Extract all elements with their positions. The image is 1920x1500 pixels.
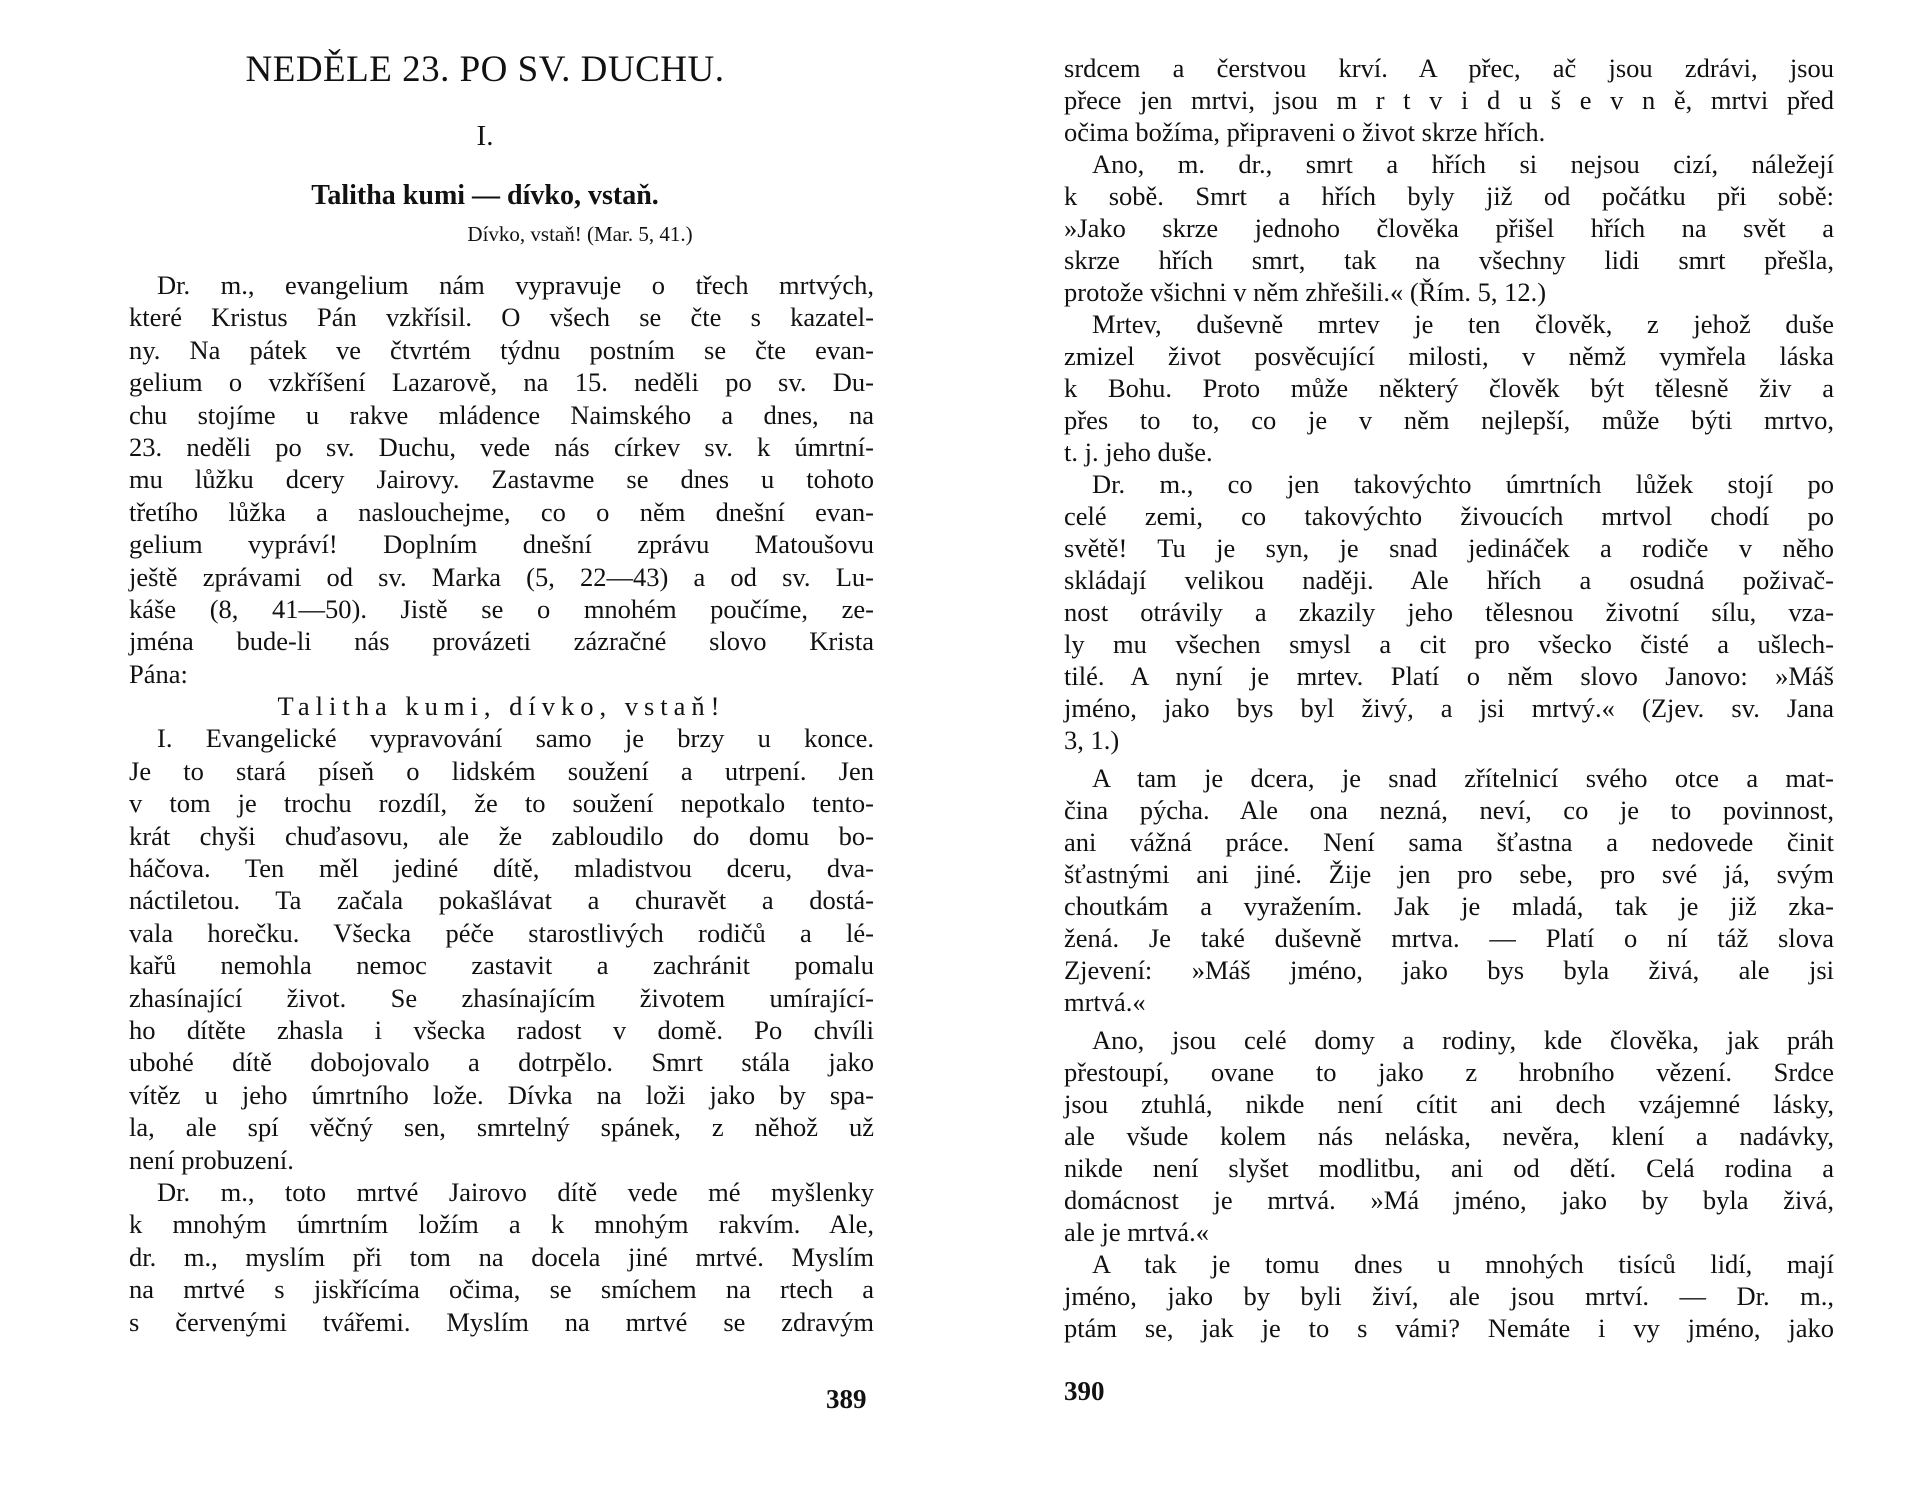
text-line: gelium o vzkříšení Lazarově, na 15. neděli po sv. Du-: [129, 367, 874, 398]
text-line: 23. neděli po sv. Duchu, vede nás církev sv. k úmrtní-: [129, 431, 874, 462]
text-line: zhasínající život. Se zhasínajícím životem umírající-: [129, 982, 874, 1013]
text-line: náctiletou. Ta začala pokašlávat a churavět a dostá-: [129, 885, 874, 916]
text-line: ly mu všechen smysl a cit pro všecko čisté a ušlech-: [1064, 629, 1834, 659]
text-line: přes to to, co je v něm nejlepší, může býti mrtvo,: [1064, 405, 1834, 435]
text-line: I. Evangelické vypravování samo je brzy u konce.: [157, 723, 874, 754]
paragraph: [129, 690, 874, 722]
text-line: »Jako skrze jednoho člověka přišel hřích na svět a: [1064, 213, 1834, 243]
text-line: t. j. jeho duše.: [1064, 437, 1213, 467]
text-line: Ano, m. dr., smrt a hřích si nejsou cizí, náležejí: [1092, 149, 1834, 179]
text-line: protože všichni v něm zhřešili.« (Řím. 5, 12.): [1064, 277, 1547, 307]
paragraph: [1064, 52, 1834, 148]
text-line: mu lůžku dcery Jairovy. Zastavme se dnes u tohoto: [129, 464, 874, 495]
text-line: ale všude kolem nás neláska, nevěra, klení a nadávky,: [1064, 1121, 1834, 1151]
text-line: ani vážná práce. Není sama šťastna a nedovede činit: [1064, 827, 1834, 857]
text-line: jsou ztuhlá, nikde není cítit ani dech vzájemné lásky,: [1064, 1089, 1834, 1119]
text-line: k mnohým úmrtním ložím a k mnohým rakvím. Ale,: [129, 1209, 874, 1240]
text-line: ho dítěte zhasla i všecka radost v domě. Po chvíli: [129, 1014, 874, 1045]
text-line: ptám se, jak je to s vámi? Nemáte i vy jméno, jako: [1064, 1313, 1834, 1343]
paragraph: [1064, 148, 1834, 308]
text-line: Ano, jsou celé domy a rodiny, kde člověka, jak práh: [1092, 1025, 1834, 1055]
left-page-body: [129, 269, 874, 1338]
paragraph: [129, 269, 874, 690]
text-line: přestoupí, ovane to jako z hrobního vězení. Srdce: [1064, 1057, 1834, 1087]
text-line: Talitha kumi, dívko, vstaň!: [277, 691, 726, 722]
text-line: skrze hřích smrt, tak na všechny lidi smrt přešla,: [1064, 245, 1834, 275]
text-line: přece jen mrtvi, jsou m r t v i d u š e v n ě, mrtvi před: [1064, 85, 1834, 115]
text-line: Dr. m., co jen takovýchto úmrtních lůžek stojí po: [1092, 469, 1834, 499]
page-number-right: 390: [1064, 1376, 1105, 1406]
text-line: na mrtvé s jiskřícíma očima, se smíchem na rtech a: [129, 1274, 874, 1305]
text-line: 3, 1.): [1064, 725, 1120, 755]
text-line: vítěz u jeho úmrtního lože. Dívka na loži jako by spa-: [129, 1079, 874, 1110]
text-line: háčova. Ten měl jediné dítě, mladistvou dceru, dva-: [129, 853, 874, 884]
text-line: celé zemi, co takovýchto živoucích mrtvol chodí po: [1064, 501, 1834, 531]
text-line: nikde není slyšet modlitbu, ani od dětí. Celá rodina a: [1064, 1153, 1834, 1183]
text-line: které Kristus Pán vzkřísil. O všech se čte s kazatel-: [129, 302, 874, 333]
text-line: kařů nemohla nemoc zastavit a zachránit pomalu: [129, 950, 874, 981]
text-line: Mrtev, duševně mrtev je ten člověk, z jehož duše: [1092, 309, 1834, 339]
text-line: jméno, jako by byli živí, ale jsou mrtví. — Dr. m.,: [1064, 1281, 1834, 1311]
text-line: nost otrávily a zkazily jeho tělesnou životní sílu, vza-: [1064, 597, 1834, 627]
text-line: ale je mrtvá.«: [1064, 1217, 1209, 1247]
paragraph: [1064, 468, 1834, 756]
section-number: I.: [476, 120, 494, 152]
text-line: zmizel život posvěcující milosti, v němž vymřela láska: [1064, 341, 1834, 371]
text-line: světě! Tu je syn, je snad jedináček a rodiče v něho: [1064, 533, 1834, 563]
text-line: tilé. A nyní je mrtev. Platí o něm slovo Janovo: »Máš: [1064, 661, 1834, 691]
text-line: gelium vypráví! Doplním dnešní zprávu Matoušovu: [129, 529, 874, 560]
text-line: la, ale spí věčný sen, smrtelný spánek, z něhož už: [129, 1112, 874, 1143]
text-line: Dr. m., toto mrtvé Jairovo dítě vede mé myšlenky: [157, 1176, 874, 1207]
sermon-subtitle: Talitha kumi — dívko, vstaň.: [311, 180, 659, 211]
text-line: Zjevení: »Máš jméno, jako bys byla živá, ale jsi: [1064, 955, 1834, 985]
page-number-left: 389: [826, 1384, 867, 1414]
text-line: Pána:: [129, 658, 188, 689]
text-line: A tam je dcera, je snad zřítelnicí svého otce a mat-: [1092, 763, 1834, 793]
text-line: třetího lůžka a naslouchejme, co o něm dnešní evan-: [129, 496, 874, 527]
text-line: jméno, jako bys byl živý, a jsi mrtvý.« (Zjev. sv. Jana: [1064, 693, 1834, 723]
right-page-body: [1064, 52, 1834, 1344]
paragraph: [129, 1176, 874, 1338]
text-line: mrtvá.«: [1064, 987, 1146, 1017]
text-line: srdcem a čerstvou krví. A přec, ač jsou zdrávi, jsou: [1064, 53, 1834, 83]
paragraph: [1064, 308, 1834, 468]
paragraph: [129, 722, 874, 1175]
text-line: káše (8, 41—50). Jistě se o mnohém poučíme, ze-: [129, 593, 874, 624]
text-line: Je to stará píseň o lidském soužení a utrpení. Jen: [129, 755, 874, 786]
text-line: šťastnými ani jiné. Žije jen pro sebe, pro své já, svým: [1064, 859, 1834, 889]
paragraph: [1064, 1248, 1834, 1344]
text-line: A tak je tomu dnes u mnohých tisíců lidí, mají: [1092, 1249, 1834, 1279]
text-line: očima božíma, připraveni o život skrze hřích.: [1064, 117, 1546, 147]
text-line: s červenými tvářemi. Myslím na mrtvé se zdravým: [129, 1306, 874, 1337]
text-line: Dr. m., evangelium nám vypravuje o třech mrtvých,: [157, 270, 874, 300]
text-line: v tom je trochu rozdíl, že to soužení nepotkalo tento-: [129, 788, 874, 819]
text-line: čina pýcha. Ale ona nezná, neví, co je to povinnost,: [1064, 795, 1834, 825]
text-line: není probuzení.: [129, 1144, 294, 1175]
epigraph: Dívko, vstaň! (Mar. 5, 41.): [467, 222, 693, 246]
text-line: jména bude-li nás provázeti zázračné slovo Krista: [129, 626, 874, 657]
paragraph: [1064, 762, 1834, 1018]
chapter-title: NEDĚLE 23. PO SV. DUCHU.: [245, 49, 725, 90]
text-line: vala horečku. Všecka péče starostlivých rodičů a lé-: [129, 917, 874, 948]
text-line: k sobě. Smrt a hřích byly již od počátku při sobě:: [1064, 181, 1834, 211]
text-line: žená. Je také duševně mrtva. — Platí o ní táž slova: [1064, 923, 1834, 953]
text-line: krát chyši chuďasovu, ale že zabloudilo do domu bo-: [129, 820, 874, 851]
text-line: domácnost je mrtvá. »Má jméno, jako by byla živá,: [1064, 1185, 1834, 1215]
text-line: k Bohu. Proto může některý člověk být tělesně živ a: [1064, 373, 1834, 403]
text-line: ještě zprávami od sv. Marka (5, 22—43) a od sv. Lu-: [129, 561, 874, 592]
text-line: ny. Na pátek ve čtvrtém týdnu postním se čte evan-: [129, 334, 874, 365]
text-line: ubohé dítě dobojovalo a dotrpělo. Smrt stála jako: [129, 1047, 874, 1078]
text-line: chu stojíme u rakve mládence Naimského a dnes, na: [129, 399, 874, 430]
text-line: skládají velikou naději. Ale hřích a osudná poživač-: [1064, 565, 1834, 595]
text-line: dr. m., myslím při tom na docela jiné mrtvé. Myslím: [129, 1241, 874, 1272]
paragraph: [1064, 1024, 1834, 1248]
text-line: choutkám a vyražením. Jak je mladá, tak je již zka-: [1064, 891, 1834, 921]
